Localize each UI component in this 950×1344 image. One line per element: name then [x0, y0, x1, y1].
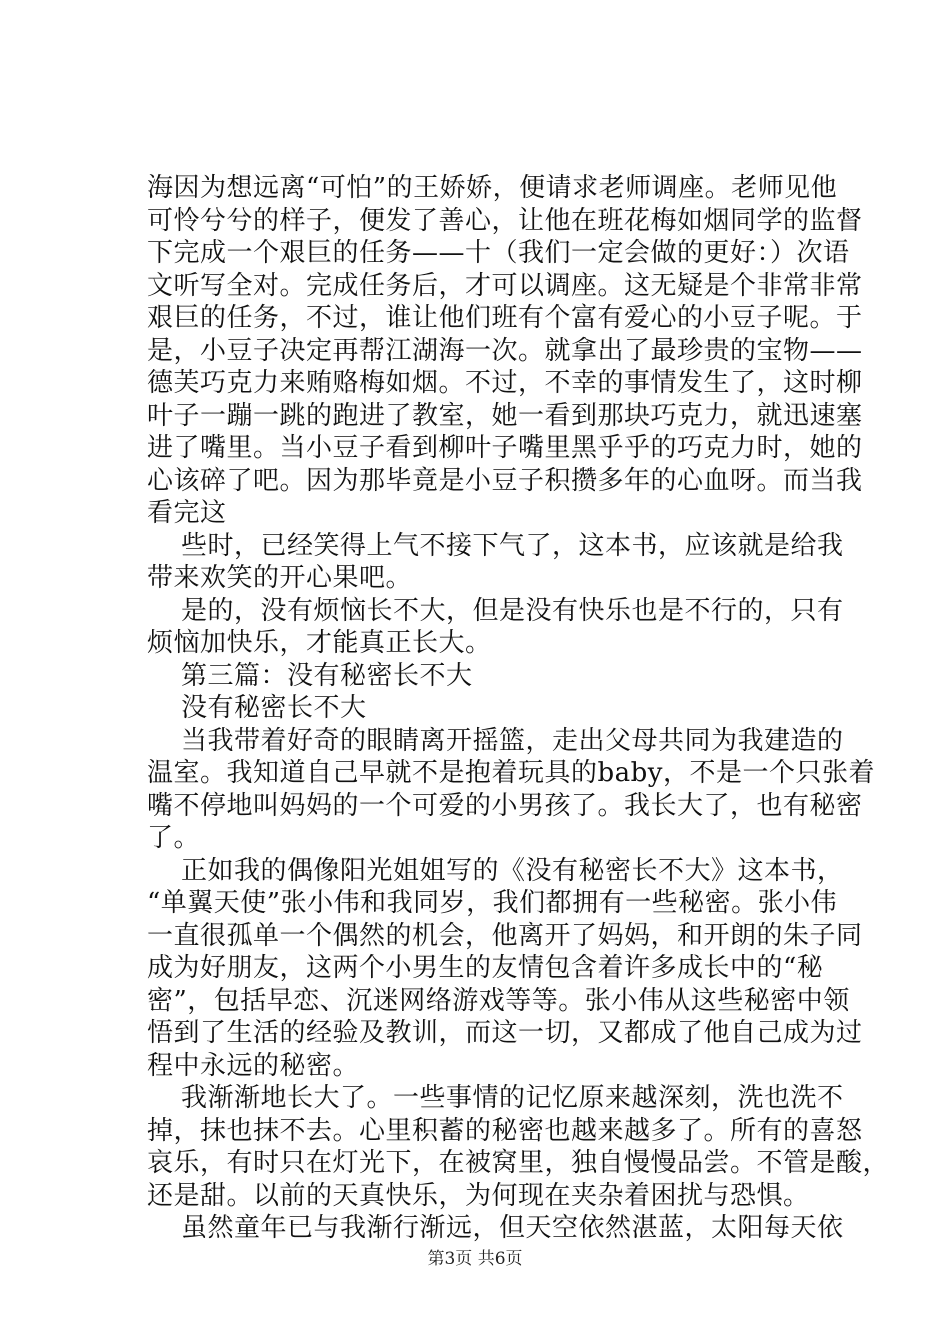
text-line: 第三篇：没有秘密长不大: [181, 660, 473, 691]
text-line: 下完成一个艰巨的任务——十（我们一定会做的更好：）次语: [147, 238, 850, 268]
text-line: 艰巨的任务，不过，谁让他们班有个富有爱心的小豆子呢。于: [147, 303, 863, 333]
text-line: 是的，没有烦恼长不大，但是没有快乐也是不行的，只有: [181, 595, 844, 626]
text-line: 没有秘密长不大: [181, 693, 367, 723]
text-line: 嘴不停地叫妈妈的一个可爱的小男孩了。我长大了，也有秘密: [147, 790, 863, 821]
text-line: 程中永远的秘密。: [147, 1050, 360, 1081]
text-line: 成为好朋友，这两个小男生的友情包含着许多成长中的“秘: [147, 953, 824, 983]
text-line: 我渐渐地长大了。一些事情的记忆原来越深刻，洗也洗不: [181, 1083, 844, 1113]
document-body: [147, 172, 890, 1245]
text-line: 带来欢笑的开心果吧。: [147, 563, 413, 593]
text-line: 可怜兮兮的样子，便发了善心，让他在班花梅如烟同学的监督: [147, 205, 863, 236]
text-line: 当我带着好奇的眼睛离开摇篮，走出父母共同为我建造的: [181, 725, 844, 756]
text-line: 看完这: [147, 498, 227, 528]
text-line: 还是甜。以前的天真快乐，为何现在夹杂着困扰与恐惧。: [147, 1180, 810, 1211]
text-line: “单翼天使”张小伟和我同岁，我们都拥有一些秘密。张小伟: [147, 888, 838, 918]
text-line: 密”，包括早恋、沉迷网络游戏等等。张小伟从这些秘密中领: [147, 985, 850, 1016]
text-line: 悟到了生活的经验及教训，而这一切，又都成了他自己成为过: [147, 1018, 863, 1048]
text-line: 了。: [147, 823, 201, 853]
text-line: 叶子一蹦一跳的跑进了教室，她一看到那块巧克力，就迅速塞: [147, 400, 863, 431]
text-line: 正如我的偶像阳光姐姐写的《没有秘密长不大》这本书，: [181, 855, 844, 886]
text-line: 海因为想远离“可怕”的王娇娇，便请求老师调座。老师见他: [147, 173, 838, 203]
text-line: 虽然童年已与我渐行渐远，但天空依然湛蓝，太阳每天依: [181, 1213, 844, 1243]
text-line: 温室。我知道自己早就不是抱着玩具的baby，不是一个只张着: [147, 758, 875, 788]
page-footer: 第3页 共6页: [427, 1249, 523, 1269]
text-line: 掉，抹也抹不去。心里积蓄的秘密也越来越多了。所有的喜怒: [147, 1115, 863, 1146]
text-line: 心该碎了吧。因为那毕竟是小豆子积攒多年的心血呀。而当我: [147, 465, 863, 496]
text-line: 一直很孤单一个偶然的机会，他离开了妈妈，和开朗的朱子同: [147, 920, 863, 951]
text-line: 进了嘴里。当小豆子看到柳叶子嘴里黑乎乎的巧克力时，她的: [147, 433, 863, 463]
text-line: 德芙巧克力来贿赂梅如烟。不过，不幸的事情发生了，这时柳: [147, 368, 863, 398]
text-line: 是，小豆子决定再帮江湖海一次。就拿出了最珍贵的宝物——: [147, 335, 863, 366]
text-line: 些时，已经笑得上气不接下气了，这本书，应该就是给我: [181, 530, 844, 561]
text-line: 烦恼加快乐，才能真正长大。: [147, 628, 492, 658]
text-line: 文听写全对。完成任务后，才可以调座。这无疑是个非常非常: [147, 270, 863, 301]
text-line: 哀乐，有时只在灯光下，在被窝里，独自慢慢品尝。不管是酸，: [147, 1148, 890, 1178]
